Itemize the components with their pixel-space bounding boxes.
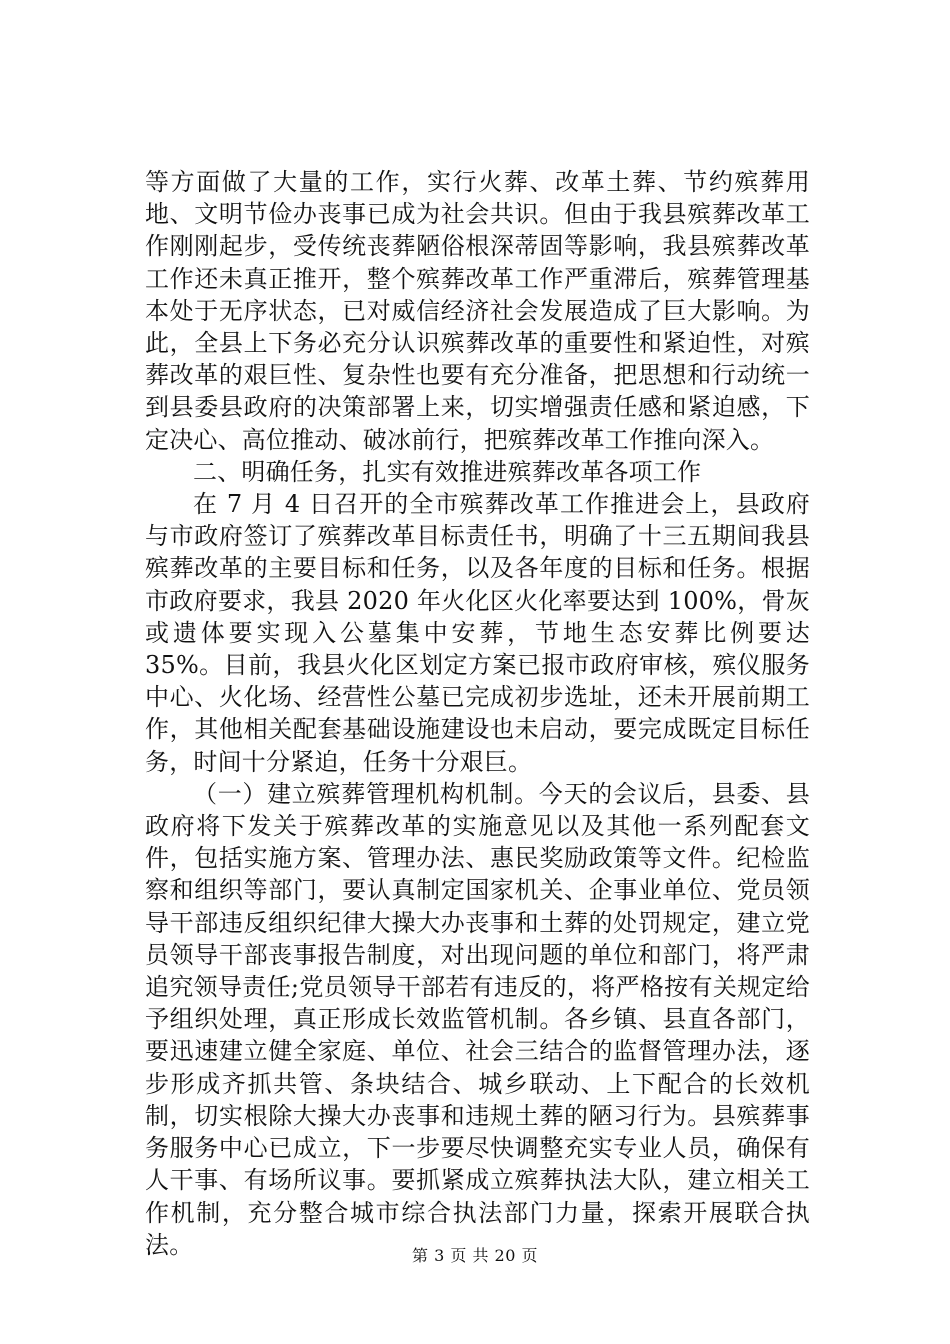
page-footer: 第 3 页 共 20 页 xyxy=(412,1246,538,1265)
paragraph-tasks: 在 7 月 4 日召开的全市殡葬改革工作推进会上，县政府与市政府签订了殡葬改革目标责任书，明确了十三五期间我县殡葬改革的主要目标和任务，以及各年度的目标和任务。根据市政府要求，我县 2020 年火化区火化率要达到 100%，骨灰或遗体要实现入公墓集中安葬，节地生态安葬比例要达 35%。目前，我县火化区划定方案已报市政府审核，殡仪服务中心、火化场、经营性公墓已完成初步选址，还未开展前期工作，其他相关配套基础设施建设也未启动，要完成既定目标任务，时间十分紧迫，任务十分艰巨。 xyxy=(145,490,810,776)
paragraph-subsection-1: （一）建立殡葬管理机构机制。今天的会议后，县委、县政府将下发关于殡葬改革的实施意见以及其他一系列配套文件，包括实施方案、管理办法、惠民奖励政策等文件。纪检监察和组织等部门，要认真制定国家机关、企事业单位、党员领导干部违反组织纪律大操大办丧事和土葬的处罚规定，建立党员领导干部丧事报告制度，对出现问题的单位和部门，将严肃追究领导责任;党员领导干部若有违反的，将严格按有关规定给予组织处理，真正形成长效监管机制。各乡镇、县直各部门，要迅速建立健全家庭、单位、社会三结合的监督管理办法，逐步形成齐抓共管、条块结合、城乡联动、上下配合的长效机制，切实根除大操大办丧事和违规土葬的陋习行为。县殡葬事务服务中心已成立，下一步要尽快调整充实专业人员，确保有人干事、有场所议事。要抓紧成立殡葬执法大队，建立相关工作机制，充分整合城市综合执法部门力量，探索开展联合执法。 xyxy=(145,779,810,1259)
document-body xyxy=(145,166,810,1261)
section-heading-2: 二、明确任务，扎实有效推进殡葬改革各项工作 xyxy=(193,457,702,486)
paragraph-continuation: 等方面做了大量的工作，实行火葬、改革土葬、节约殡葬用地、文明节俭办丧事已成为社会共识。但由于我县殡葬改革工作刚刚起步，受传统丧葬陋俗根深蒂固等影响，我县殡葬改革工作还未真正推开，整个殡葬改革工作严重滞后，殡葬管理基本处于无序状态，已对威信经济社会发展造成了巨大影响。为此，全县上下务必充分认识殡葬改革的重要性和紧迫性，对殡葬改革的艰巨性、复杂性也要有充分准备，把思想和行动统一到县委县政府的决策部署上来，切实增强责任感和紧迫感，下定决心、高位推动、破冰前行，把殡葬改革工作推向深入。 xyxy=(145,168,810,454)
